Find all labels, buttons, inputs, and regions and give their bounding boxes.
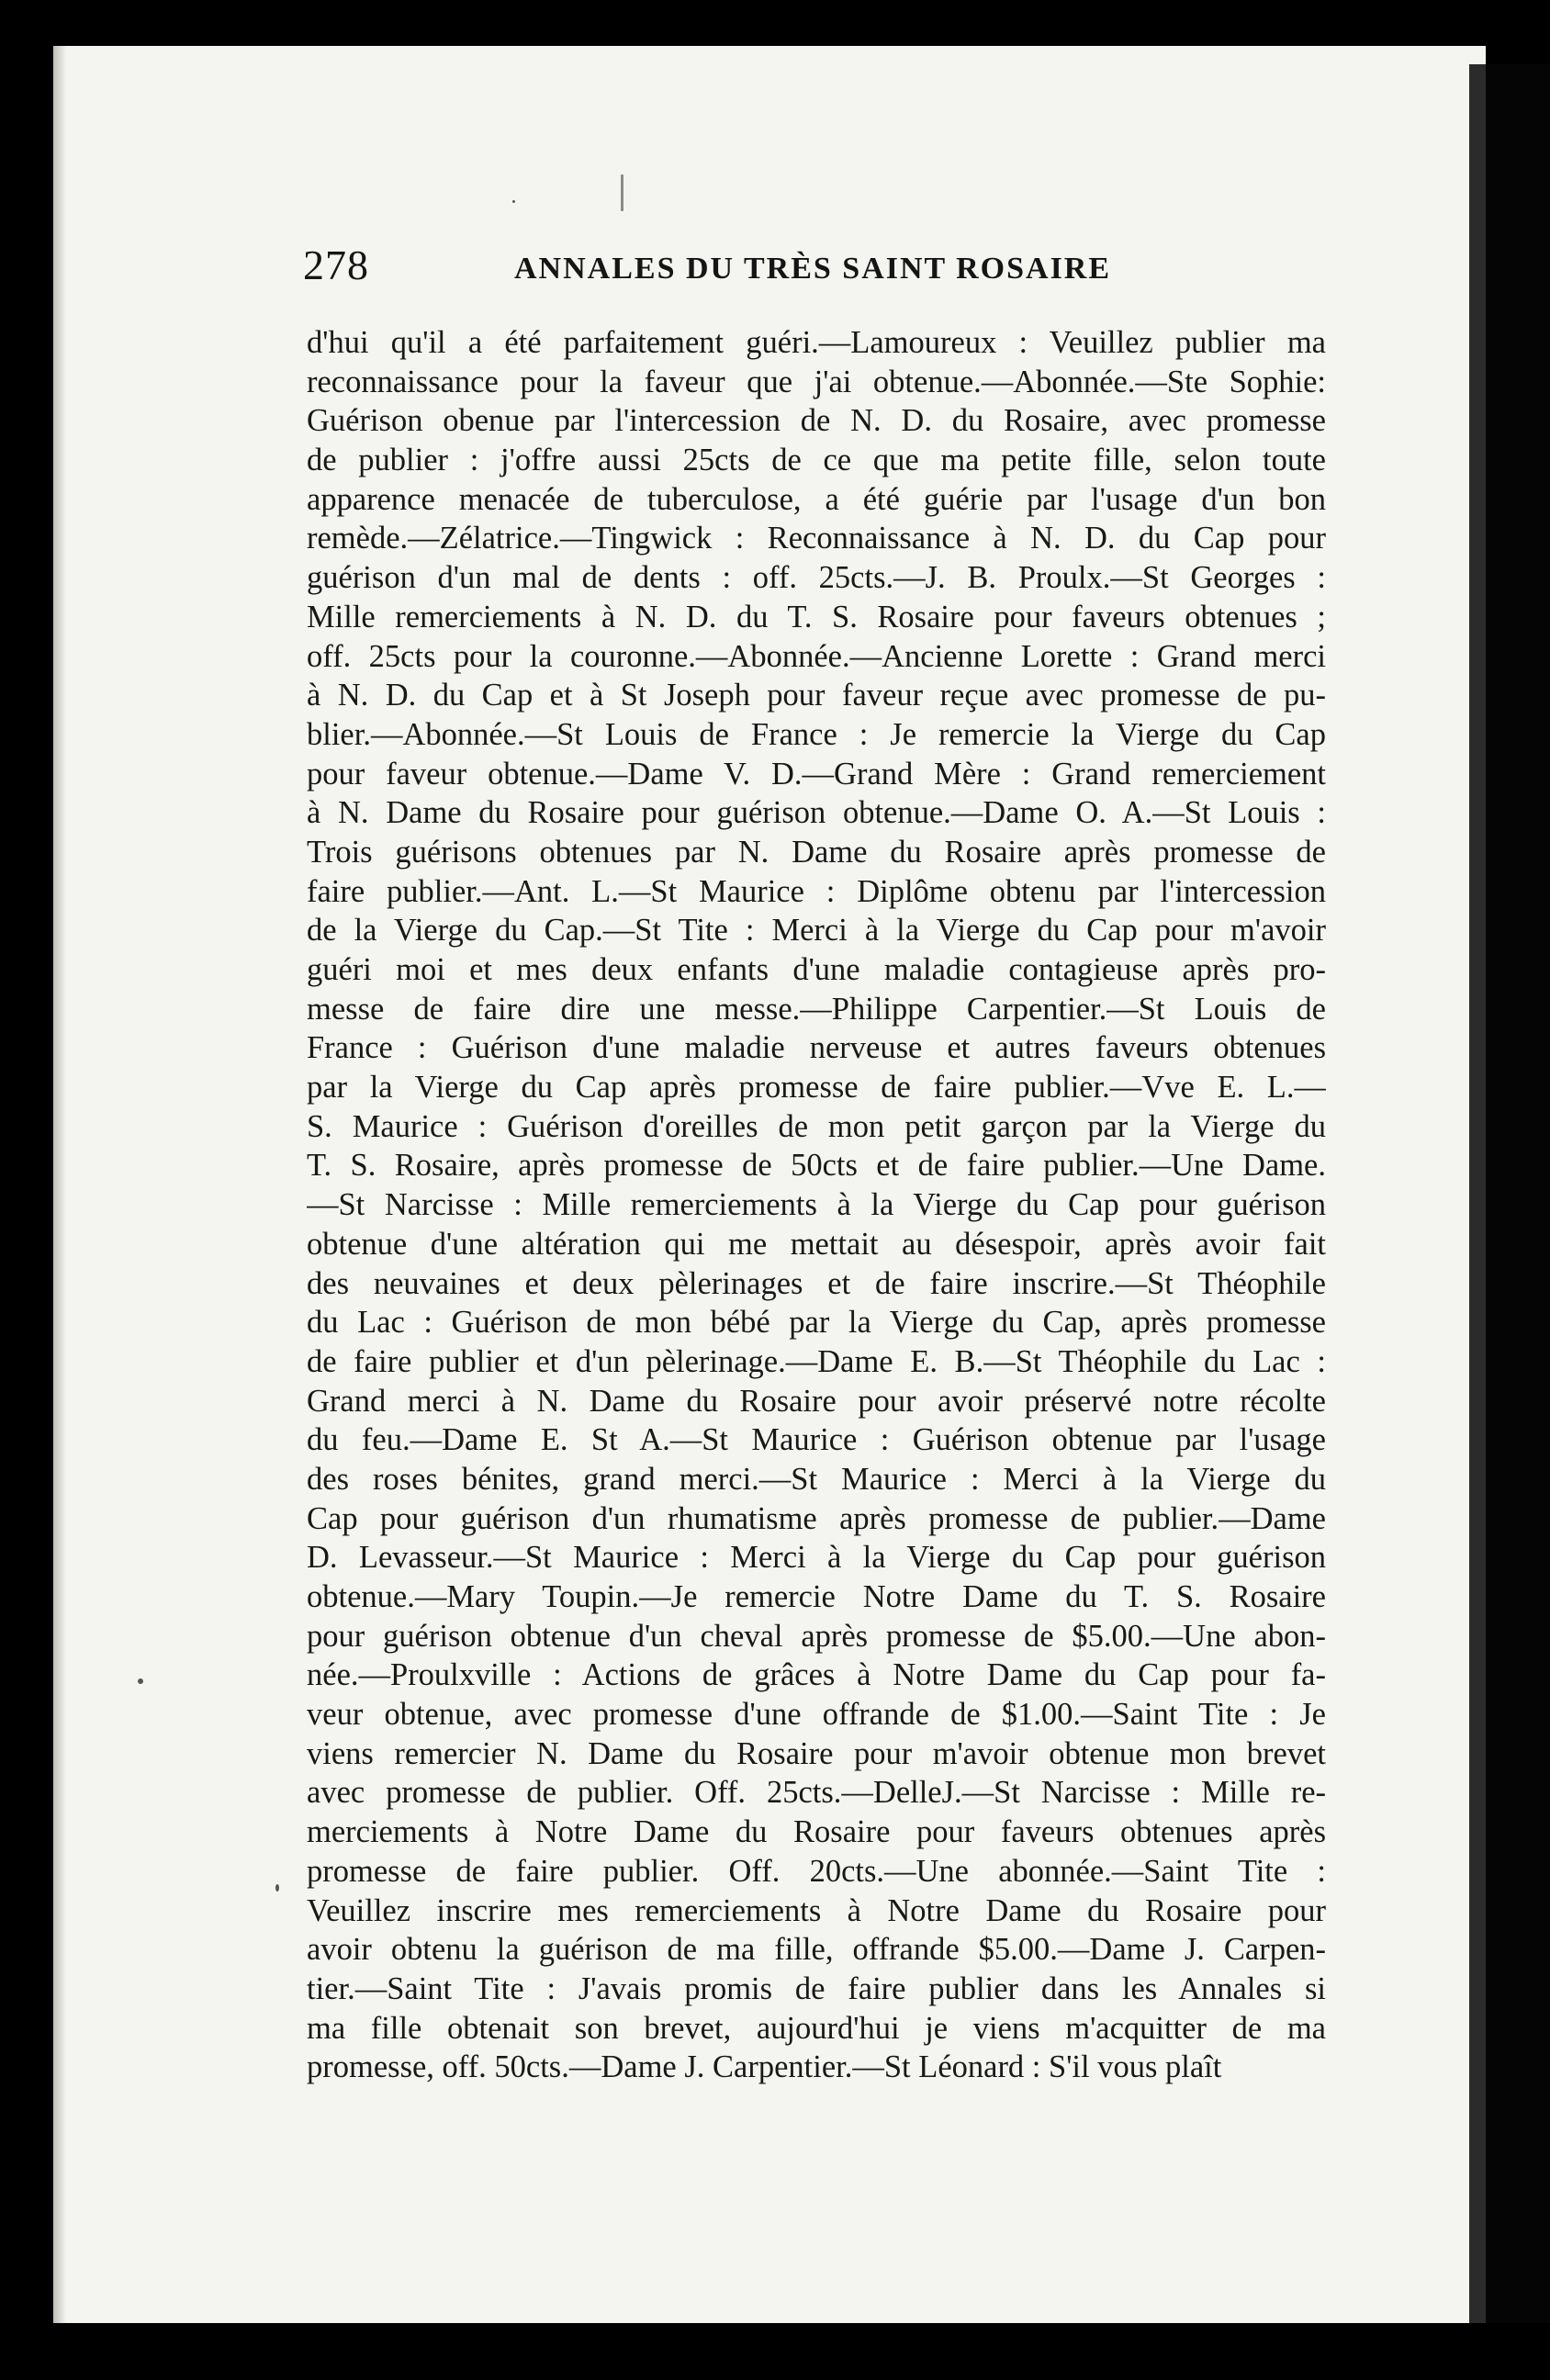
text-line: des neuvaines et deux pèlerinages et de faire inscrire.—St Théophile [307, 1265, 1326, 1301]
text-line: pour faveur obtenue.—Dame V. D.—Grand Mère : Grand remerciement [307, 756, 1326, 791]
text-line: de faire publier et d'un pèlerinage.—Dame E. B.—St Théophile du Lac : [307, 1343, 1326, 1379]
text-line: messe de faire dire une messe.—Philippe Carpentier.—St Louis de [307, 991, 1326, 1027]
text-line: avec promesse de publier. Off. 25cts.—DelleJ.—St Narcisse : Mille re- [307, 1775, 1326, 1811]
text-line: de la Vierge du Cap.—St Tite : Merci à la Vierge du Cap pour m'avoir [307, 913, 1326, 949]
text-line: guérison d'un mal de dents : off. 25cts.—J. B. Proulx.—St Georges : [307, 560, 1326, 596]
running-title: ANNALES DU TRÈS SAINT ROSAIRE [514, 252, 1112, 286]
text-line: du feu.—Dame E. St A.—St Maurice : Guérison obtenue par l'usage [307, 1422, 1326, 1458]
page-edge-strip [1469, 64, 1486, 2323]
text-line: veur obtenue, avec promesse d'une offrande de $1.00.—Saint Tite : Je [307, 1697, 1326, 1733]
text-line: née.—Proulxville : Actions de grâces à Notre Dame du Cap pour fa- [307, 1657, 1326, 1693]
text-line: D. Levasseur.—St Maurice : Merci à la Vierge du Cap pour guérison [307, 1540, 1326, 1576]
text-line: guéri moi et mes deux enfants d'une maladie contagieuse après pro- [307, 952, 1326, 987]
text-line: merciements à Notre Dame du Rosaire pour faveurs obtenues après [307, 1814, 1326, 1850]
text-line: T. S. Rosaire, après promesse de 50cts et de faire publier.—Une Dame. [307, 1148, 1326, 1184]
text-line: ma fille obtenait son brevet, aujourd'hui je viens m'acquitter de ma [307, 2010, 1326, 2046]
text-line: à N. Dame du Rosaire pour guérison obtenue.—Dame O. A.—St Louis : [307, 795, 1326, 831]
text-line: remède.—Zélatrice.—Tingwick : Reconnaissance à N. D. du Cap pour [307, 521, 1326, 556]
text-line: Cap pour guérison d'un rhumatisme après promesse de publier.—Dame [307, 1500, 1326, 1536]
text-line: tier.—Saint Tite : J'avais promis de faire publier dans les Annales si [307, 1970, 1326, 2006]
text-line: par la Vierge du Cap après promesse de faire publier.—Vve E. L.— [307, 1070, 1326, 1106]
text-line: France : Guérison d'une maladie nerveuse et autres faveurs obtenues [307, 1030, 1326, 1066]
text-line: pour guérison obtenue d'un cheval après promesse de $5.00.—Une abon- [307, 1618, 1326, 1654]
text-line: du Lac : Guérison de mon bébé par la Vierge du Cap, après promesse [307, 1305, 1326, 1341]
text-line: apparence menacée de tuberculose, a été guérie par l'usage d'un bon [307, 481, 1326, 517]
text-line: Mille remerciements à N. D. du T. S. Rosaire pour faveurs obtenues ; [307, 599, 1326, 634]
running-header [303, 241, 1322, 296]
text-line: promesse, off. 50cts.—Dame J. Carpentier.—St Léonard : S'il vous plaît [307, 2049, 1222, 2085]
text-line: d'hui qu'il a été parfaitement guéri.—Lamoureux : Veuillez publier ma [307, 325, 1326, 360]
text-line: Trois guérisons obtenues par N. Dame du Rosaire après promesse de [307, 834, 1326, 870]
text-line: obtenue.—Mary Toupin.—Je remercie Notre Dame du T. S. Rosaire [307, 1579, 1326, 1614]
text-line: à N. D. du Cap et à St Joseph pour faveur reçue avec promesse de pu- [307, 678, 1326, 713]
text-line: viens remercier N. Dame du Rosaire pour m'avoir obtenue mon brevet [307, 1735, 1326, 1771]
body-text [307, 323, 1326, 2087]
text-line: obtenue d'une altération qui me mettait au désespoir, après avoir fait [307, 1226, 1326, 1262]
text-line: —St Narcisse : Mille remerciements à la Vierge du Cap pour guérison [307, 1187, 1326, 1223]
text-line: de publier : j'offre aussi 25cts de ce que ma petite fille, selon toute [307, 443, 1326, 478]
text-line: avoir obtenu la guérison de ma fille, offrande $5.00.—Dame J. Carpen- [307, 1932, 1326, 1968]
text-line: Veuillez inscrire mes remerciements à Notre Dame du Rosaire pour [307, 1892, 1326, 1928]
text-line: blier.—Abonnée.—St Louis de France : Je remercie la Vierge du Cap [307, 716, 1326, 752]
text-line: off. 25cts pour la couronne.—Abonnée.—Ancienne Lorette : Grand merci [307, 638, 1326, 674]
scan-border-right [1486, 64, 1550, 2323]
text-line: faire publier.—Ant. L.—St Maurice : Diplôme obtenu par l'intercession [307, 873, 1326, 909]
text-line: reconnaissance pour la faveur que j'ai obtenue.—Abonnée.—Ste Sophie: [307, 364, 1326, 399]
text-line: promesse de faire publier. Off. 20cts.—Une abonnée.—Saint Tite : [307, 1853, 1326, 1889]
page-number: 278 [303, 241, 369, 288]
text-line: Guérison obenue par l'intercession de N. D. du Rosaire, avec promesse [307, 403, 1326, 439]
text-line: Grand merci à N. Dame du Rosaire pour avoir préservé notre récolte [307, 1383, 1326, 1419]
page-gutter-shadow [53, 46, 66, 2323]
text-line: S. Maurice : Guérison d'oreilles de mon petit garçon par la Vierge du [307, 1108, 1326, 1144]
text-line: des roses bénites, grand merci.—St Maurice : Merci à la Vierge du [307, 1461, 1326, 1497]
